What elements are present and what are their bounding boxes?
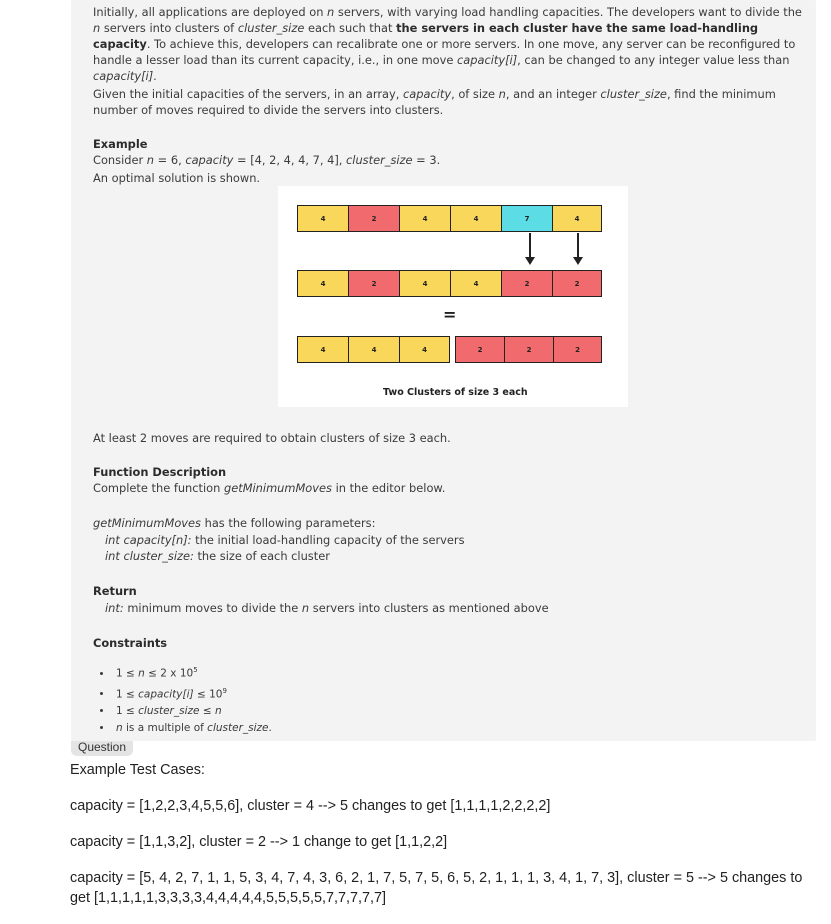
arrow-down-icon xyxy=(577,233,579,257)
test-cases-heading: Example Test Cases: xyxy=(70,762,205,778)
intro-paragraph: Initially, all applications are deployed on n servers, with varying load handling capacities. The developers want to divide the n servers into clusters of cluster_size each such that the servers in each cluster have the same load-handling capacity. To achieve this, developers can recalibrate one or more servers. In one move, any server can be reconfigured to handle a lesser load than its current capacity, i.e., in one move capacity[i], can be changed to any integer value less than capacity[i]. xyxy=(93,5,802,83)
given-paragraph: Given the initial capacities of the servers, in an array, capacity, of size n, and an integer cluster_size, find the minimum number of moves required to divide the servers into clusters. xyxy=(93,87,776,117)
diagram-caption: Two Clusters of size 3 each xyxy=(383,387,528,398)
r1-cell-6: 4 xyxy=(552,205,602,232)
test-case-3-line-2: get [1,1,1,1,1,3,3,3,3,4,4,4,4,4,5,5,5,5,5,7,7,7,7,7] xyxy=(70,890,387,906)
constraints-heading: Constraints xyxy=(93,636,168,650)
test-case-1: capacity = [1,2,2,3,4,5,5,6], cluster = 4 --> 5 changes to get [1,1,1,1,2,2,2,2] xyxy=(70,798,551,814)
param-cluster-size: int cluster_size: the size of each cluster xyxy=(105,549,330,563)
r1-cell-5: 7 xyxy=(501,205,553,232)
r2-cell-5: 2 xyxy=(501,270,553,297)
example-line-1: Consider n = 6, capacity = [4, 2, 4, 4, 7, 4], cluster_size = 3. xyxy=(93,153,441,167)
r1-cell-1: 4 xyxy=(297,205,349,232)
r1-cell-2: 2 xyxy=(348,205,400,232)
r3-cell-2: 4 xyxy=(348,336,400,363)
r2-cell-1: 4 xyxy=(297,270,349,297)
r3-cell-6: 2 xyxy=(553,336,602,363)
question-tab[interactable]: Question xyxy=(71,741,133,756)
equals-sign: = xyxy=(443,305,457,324)
arrow-down-icon xyxy=(529,233,531,257)
param-capacity: int capacity[n]: the initial load-handling capacity of the servers xyxy=(105,533,465,547)
example-diagram xyxy=(278,186,628,407)
test-case-2: capacity = [1,1,3,2], cluster = 2 --> 1 change to get [1,1,2,2] xyxy=(70,834,448,850)
r1-cell-3: 4 xyxy=(399,205,451,232)
r1-cell-4: 4 xyxy=(450,205,502,232)
constraint-item: • n is a multiple of cluster_size. xyxy=(113,720,272,737)
constraint-item: • 1 ≤ capacity[i] ≤ $10^9$ xyxy=(113,683,272,704)
params-intro: getMinimumMoves has the following parameters: xyxy=(93,516,376,530)
constraint-item: • 1 ≤ n ≤ 2 x $10^5$ xyxy=(113,662,272,683)
example-heading: Example xyxy=(93,137,148,151)
constraint-item: • 1 ≤ cluster_size ≤ n xyxy=(113,703,272,720)
test-case-3-line-1: capacity = [5, 4, 2, 7, 1, 1, 5, 3, 4, 7, 4, 3, 6, 2, 1, 7, 5, 7, 5, 6, 5, 2, 1, 1, 1, 3, 4, 1, 7, 3], cluster = 5 --> 5 changes to xyxy=(70,870,803,886)
arrowhead-icon xyxy=(573,257,583,265)
return-line: int: minimum moves to divide the n servers into clusters as mentioned above xyxy=(105,601,549,615)
r2-cell-3: 4 xyxy=(399,270,451,297)
r2-cell-2: 2 xyxy=(348,270,400,297)
r3-cell-4: 2 xyxy=(455,336,505,363)
constraints-list xyxy=(93,662,272,737)
r2-cell-6: 2 xyxy=(552,270,602,297)
r2-cell-4: 4 xyxy=(450,270,502,297)
arrowhead-icon xyxy=(525,257,535,265)
example-line-2: An optimal solution is shown. xyxy=(93,171,261,185)
r3-cell-3: 4 xyxy=(399,336,450,363)
r3-cell-1: 4 xyxy=(297,336,349,363)
function-description-heading: Function Description xyxy=(93,465,227,479)
r3-cell-5: 2 xyxy=(504,336,554,363)
moves-note: At least 2 moves are required to obtain clusters of size 3 each. xyxy=(93,431,451,445)
return-heading: Return xyxy=(93,584,137,598)
function-description-line: Complete the function getMinimumMoves in the editor below. xyxy=(93,481,446,495)
